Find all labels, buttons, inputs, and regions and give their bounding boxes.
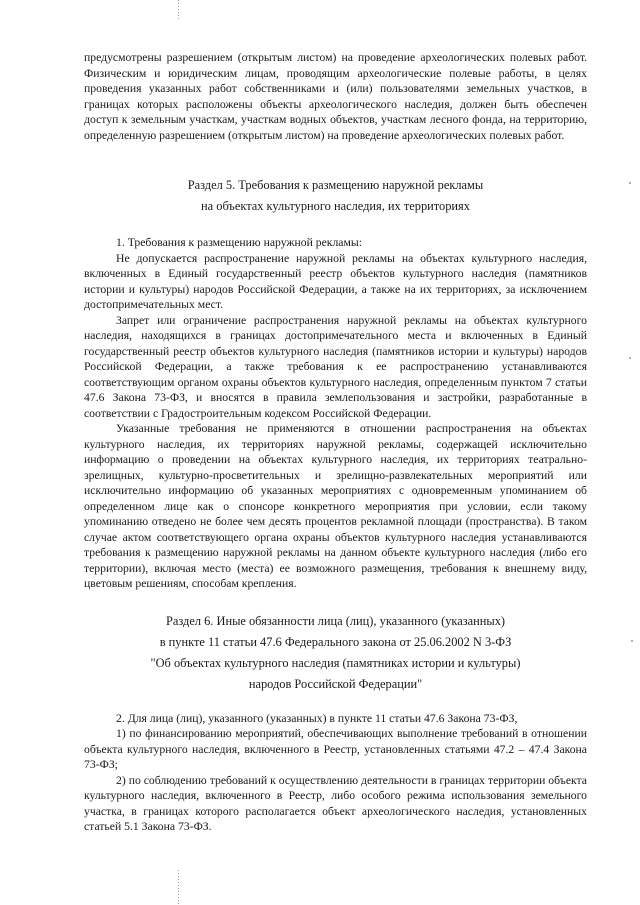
section-6-subitem-1: 1) по финансированию мероприятий, обеспечивающих выполнение требований в отношении объекта культурного наследия, включенного в Реестр, установленных статьями 47.2 – 47.4 Закона 73-ФЗ;: [84, 727, 587, 771]
section-6-item-2-heading: 2. Для лица (лиц), указанного (указанных) в пункте 11 статьи 47.6 Закона 73-ФЗ,: [116, 711, 518, 725]
section-6-title-line-3: "Об объектах культурного наследия (памятниках истории и культуры): [150, 655, 521, 670]
scan-speck: [629, 182, 631, 184]
section-6-title-line-4: народов Российской Федерации": [248, 676, 423, 691]
section-5-item-1-heading: 1. Требования к размещению наружной рекламы:: [116, 236, 362, 249]
section-5-paragraph-2: Запрет или ограничение распространения наружной рекламы на объектах культурного наследия, находящихся в границах достопримечательного места и включенных в Единый государственный реестр объектов культурного наследия (памятников истории и культуры) народов Российской Федерации, а также требования к ее распространению устанавливаются соответствующим органом охраны объектов культурного наследия, определенным пунктом 7 статьи 47.6 Закона 73-ФЗ, и вносятся в правила землепользования и застройки, разработанные в соответствии с Градостроительным кодексом Российской Федерации.: [84, 313, 587, 420]
section-5-paragraph-1: Не допускается распространение наружной рекламы на объектах культурного наследия, включенных в Единый государственный реестр объектов культурного наследия (памятников истории и культуры) народов Российской Федерации, а также на их территориях, за исключением достопримечательных мест.: [84, 251, 587, 311]
section-5-paragraph-3: Указанные требования не применяются в отношении распространения на объектах культурного наследия, их территориях наружной рекламы, содержащей исключительно информацию о проведении на объектах культурного наследия, их территориях театрально-зрелищных, культурно-просветительных и зрелищно-развлекательных мероприятий или исключительно информацию об указанных мероприятиях с одновременным упоминанием об определенном лице как о спонсоре конкретного мероприятия при условии, если такому упоминанию отведено не более чем десять процентов рекламной площади (пространства). В таком случае актом соответствующего органа охраны объектов культурного наследия устанавливаются требования к размещению наружной рекламы на данном объекте культурного наследия (либо его территории), включая место (места) ее возможного размещения, требования к внешнему виду, цветовым решениям, способам крепления.: [84, 422, 587, 590]
section-6-heading: [84, 611, 587, 695]
section-6-title-line-2: в пункте 11 статьи 47.6 Федерального закона от 25.06.2002 N 3-ФЗ: [159, 634, 512, 649]
scan-artifact-top: [178, 0, 179, 20]
section-6-title-line-1: Раздел 6. Иные обязанности лица (лиц), указанного (указанных): [165, 613, 506, 628]
intro-paragraph: предусмотрены разрешением (открытым листом) на проведение археологических полевых работ. Физическим и юридическим лицам, проводящим археологические полевые работы, в целях проведения указанных работ собственниками и (или) пользователями земельных участков, в границах которых расположены объекты археологического наследия, должен быть обеспечен доступ к земельным участкам, участкам водных объектов, участкам лесного фонда, на территорию, определенную разрешением (открытым листом) на проведение археологических полевых работ.: [84, 51, 587, 142]
section-5-heading: [84, 175, 587, 217]
section-5-title-line-2: на объектах культурного наследия, их территориях: [201, 199, 470, 213]
scan-speck: [631, 640, 633, 642]
section-5-title-line-1: Раздел 5. Требования к размещению наружной рекламы: [187, 178, 484, 192]
scan-speck: [629, 357, 631, 359]
document-body: [84, 50, 587, 835]
scan-artifact-bottom: [178, 870, 179, 905]
section-6-subitem-2: 2) по соблюдению требований к осуществлению деятельности в границах территории объекта культурного наследия, включенного в Реестр, либо особого режима использования земельного участка, в границах которого располагается объект археологического наследия, установленных статьей 5.1 Закона 73-ФЗ.: [84, 773, 587, 833]
